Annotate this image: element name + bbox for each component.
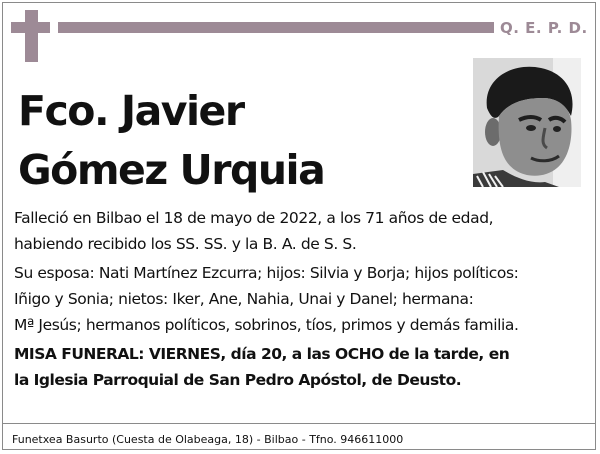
name-line-1: Fco. Javier (18, 87, 244, 135)
paragraph-line: la Iglesia Parroquial de San Pedro Apóstol, de Deusto. (14, 371, 462, 389)
paragraph-line: Iñigo y Sonia; nietos: Iker, Ane, Nahia, Unai y Danel; hermana: (14, 290, 474, 308)
footer-divider (2, 423, 596, 424)
cross-icon (25, 10, 38, 62)
qepd-label: Q. E. P. D. (500, 19, 588, 37)
funeral-mass-paragraph (14, 341, 584, 393)
funeral-home-footer: Funetxea Basurto (Cuesta de Olabeaga, 18) - Bilbao - Tfno. 946611000 (12, 433, 404, 446)
header-band (58, 22, 494, 33)
portrait-illustration (473, 58, 581, 187)
cross-icon-bar (11, 22, 50, 33)
name-line-2: Gómez Urquia (18, 146, 325, 194)
family-paragraph (14, 260, 584, 338)
paragraph-line: Mª Jesús; hermanos políticos, sobrinos, tíos, primos y demás familia. (14, 316, 519, 334)
paragraph-line: MISA FUNERAL: VIERNES, día 20, a las OCHO de la tarde, en (14, 345, 510, 363)
paragraph-line: habiendo recibido los SS. SS. y la B. A. de S. S. (14, 235, 357, 253)
death-notice-paragraph (14, 205, 584, 257)
deceased-name (18, 82, 324, 200)
paragraph-line: Falleció en Bilbao el 18 de mayo de 2022, a los 71 años de edad, (14, 209, 494, 227)
portrait-photo (473, 58, 581, 187)
paragraph-line: Su esposa: Nati Martínez Ezcurra; hijos: Silvia y Borja; hijos políticos: (14, 264, 519, 282)
